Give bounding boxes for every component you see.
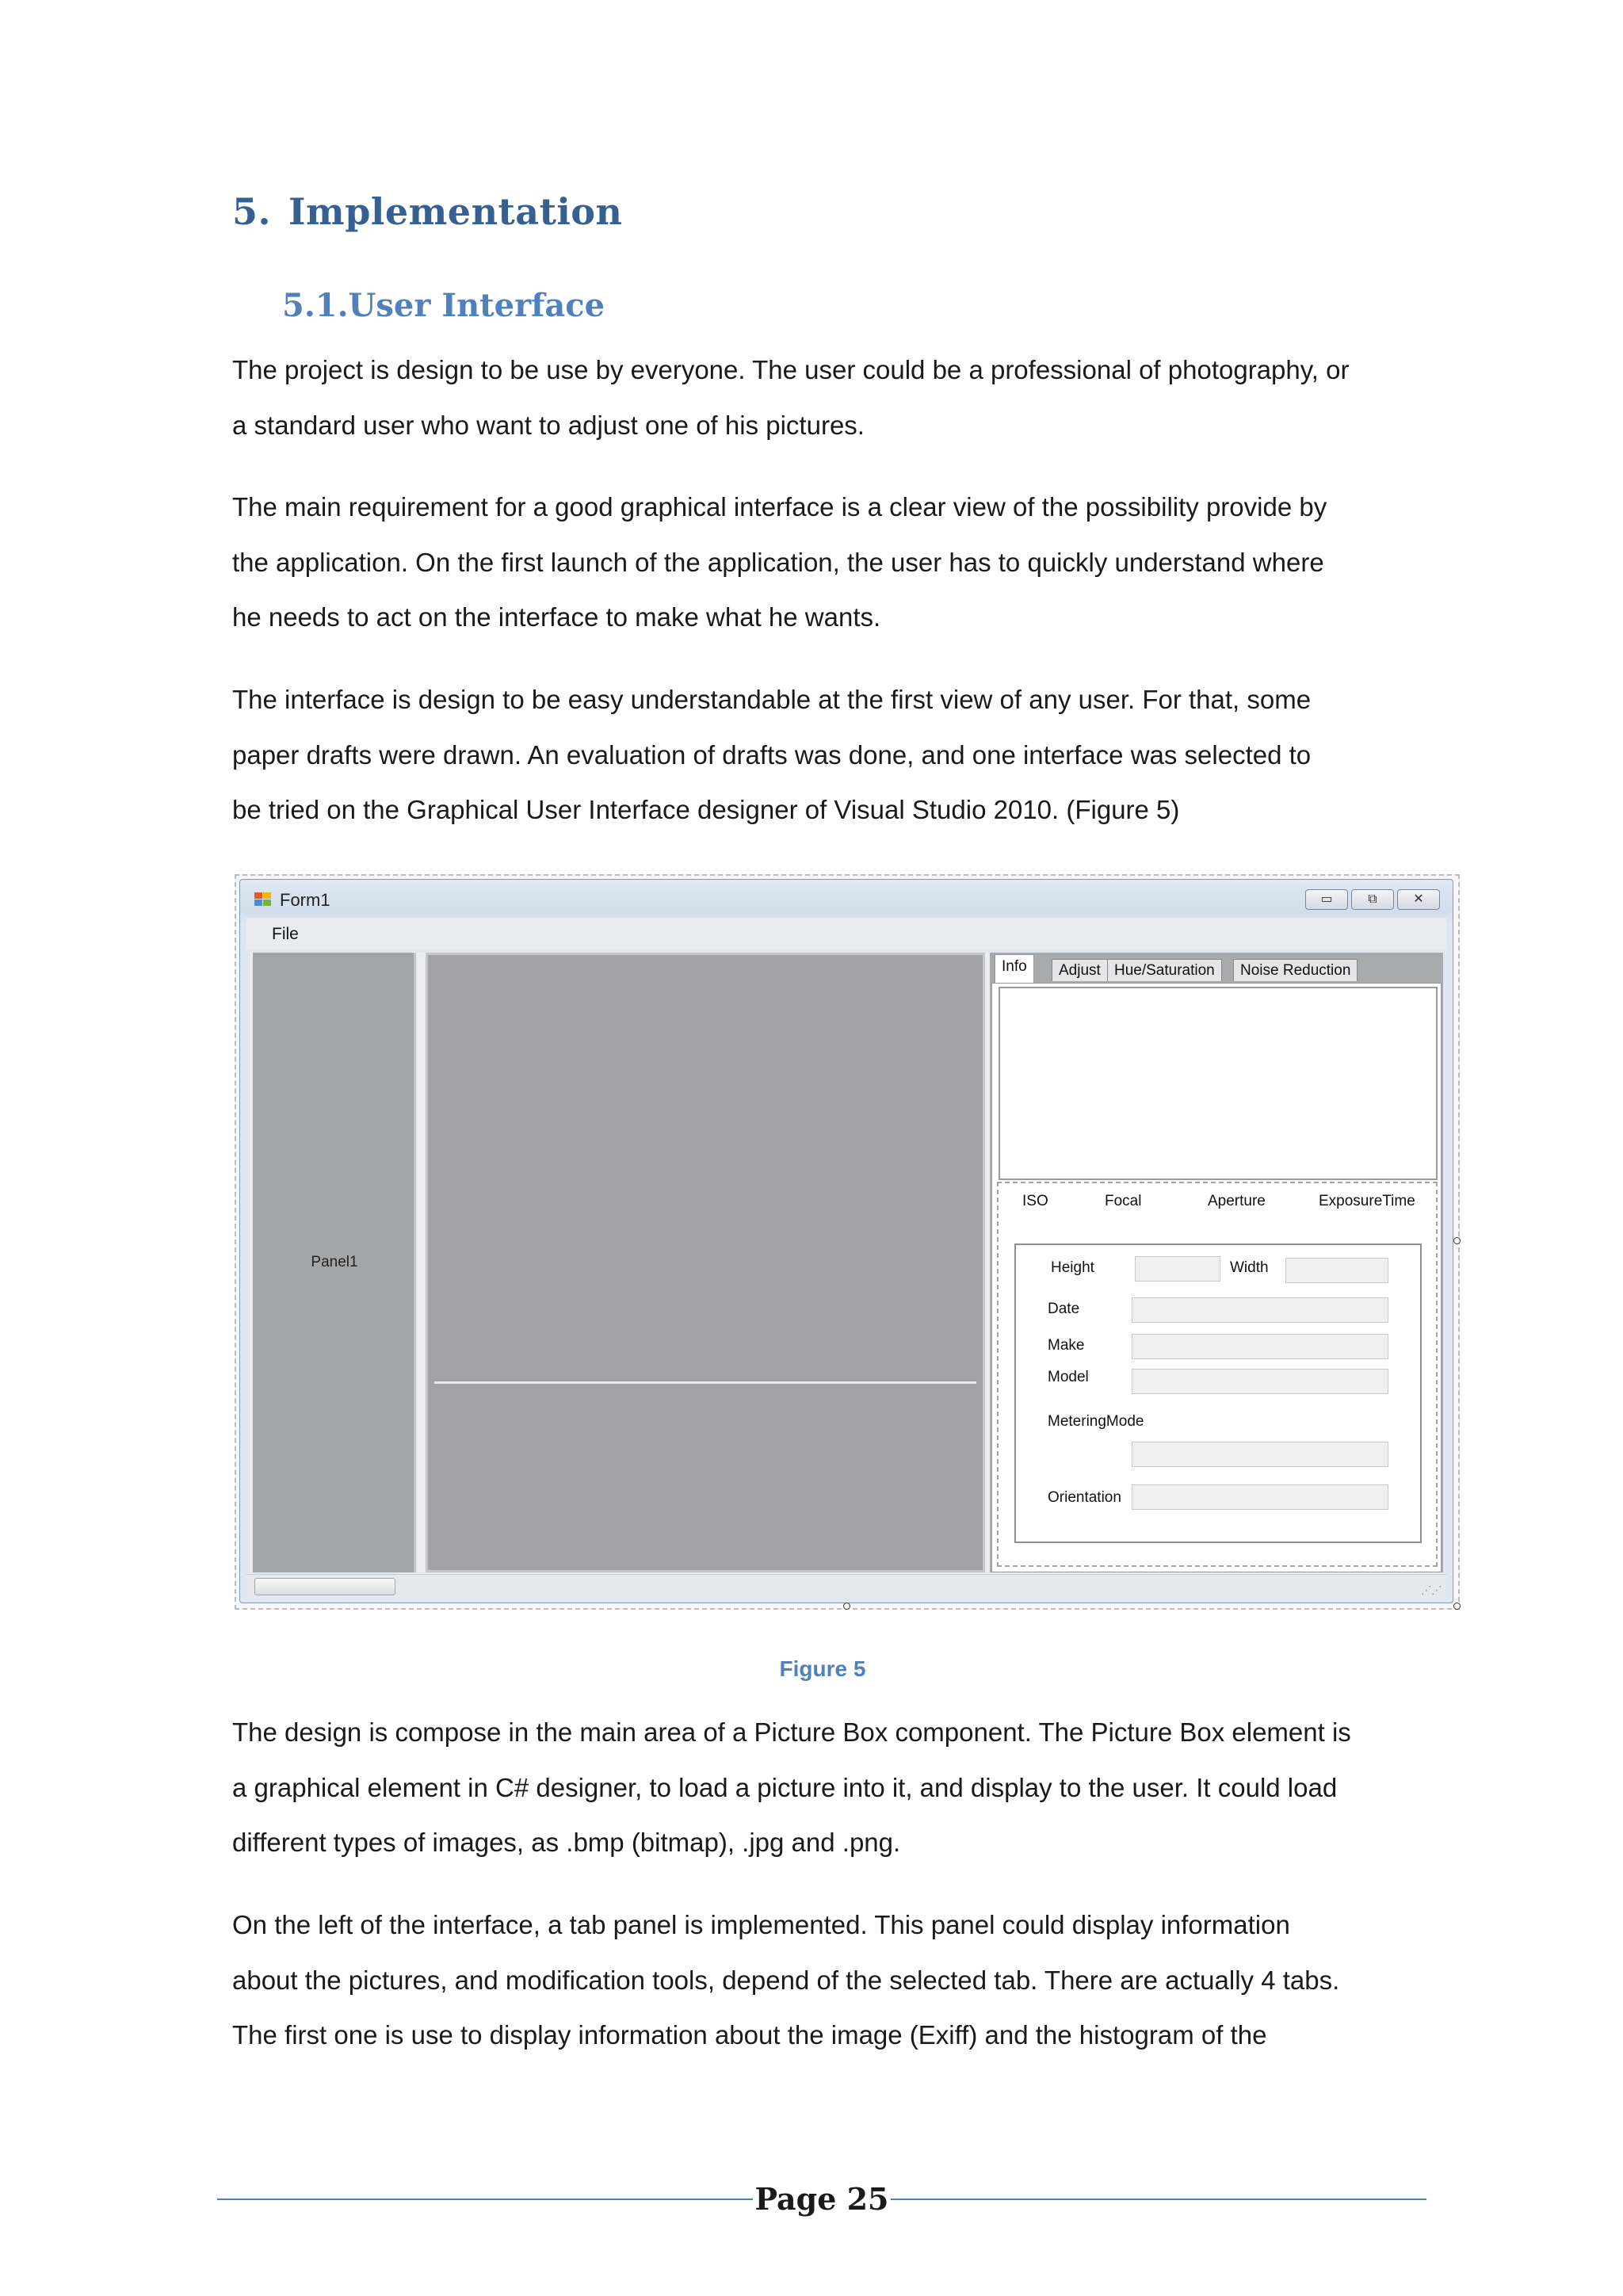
date-field[interactable] [1132, 1297, 1388, 1323]
orientation-label: Orientation [1048, 1489, 1121, 1506]
histogram-panel [999, 987, 1438, 1180]
tab-page-info [991, 983, 1442, 1572]
paragraph-line: different types of images, as .bmp (bitmap), .jpg and .png. [232, 1828, 901, 1857]
resize-handle-corner[interactable] [1453, 1603, 1461, 1610]
page-number: Page 25 [754, 2181, 889, 2217]
make-label: Make [1048, 1337, 1085, 1354]
resize-handle-right[interactable] [1453, 1237, 1461, 1244]
maximize-button[interactable]: ⧉ [1351, 889, 1394, 910]
paragraph-line: be tried on the Graphical User Interface designer of Visual Studio 2010. (Figure 5) [232, 795, 1180, 824]
paragraph-line: a standard user who want to adjust one of his pictures. [232, 410, 865, 440]
caption-buttons [1305, 889, 1440, 910]
height-field[interactable] [1135, 1256, 1220, 1282]
section-number: 5. [232, 190, 272, 233]
width-field[interactable] [1285, 1258, 1388, 1283]
width-label: Width [1230, 1259, 1269, 1276]
paragraph-line: The project is design to be use by everyone. The user could be a professional of photography, or [232, 355, 1350, 384]
figure-screenshot [235, 874, 1460, 1610]
left-panel [253, 953, 416, 1572]
menu-item-file[interactable]: File [272, 925, 299, 943]
subsection-heading: 5.1.User Interface [282, 287, 605, 324]
paragraph [232, 672, 1437, 838]
paragraph [232, 1705, 1437, 1870]
paragraph [232, 342, 1437, 453]
paragraph-line: The interface is design to be easy understandable at the first view of any user. For that, some [232, 685, 1312, 714]
minimize-button[interactable]: ▭ [1305, 889, 1348, 910]
tab-info[interactable]: Info [995, 954, 1034, 984]
menu-bar [246, 918, 1446, 949]
paragraph-line: a graphical element in C# designer, to load a picture into it, and display to the user. It could load [232, 1772, 1338, 1802]
tab-hue-saturation[interactable]: Hue/Saturation [1107, 959, 1222, 981]
metering-mode-label: MeteringMode [1048, 1413, 1144, 1430]
tab-noise-reduction[interactable]: Noise Reduction [1233, 959, 1358, 981]
metering-mode-field[interactable] [1132, 1442, 1388, 1467]
form-client-area [250, 953, 1443, 1572]
model-label: Model [1048, 1369, 1089, 1385]
title-bar [240, 880, 1453, 918]
paragraph-line: he needs to act on the interface to make what he wants. [232, 602, 881, 632]
paragraph-line: On the left of the interface, a tab panel is implemented. This panel could display information [232, 1910, 1290, 1939]
resize-handle-bottom[interactable] [843, 1603, 850, 1610]
footer-rule-left [217, 2199, 753, 2200]
paragraph-line: The design is compose in the main area of a Picture Box component. The Picture Box element is [232, 1717, 1351, 1747]
tab-adjust[interactable]: Adjust [1052, 959, 1108, 981]
size-grip-icon[interactable]: ⋰⋰ [1421, 1584, 1442, 1596]
exif-header-aperture: Aperture [1208, 1193, 1266, 1209]
height-label: Height [1051, 1259, 1094, 1276]
model-field[interactable] [1132, 1369, 1388, 1394]
paragraph-line: The first one is use to display information about the image (Exiff) and the histogram of the [232, 2020, 1267, 2050]
paragraph [232, 479, 1437, 645]
window-title: Form1 [280, 890, 330, 910]
exif-header-iso: ISO [1022, 1193, 1048, 1209]
close-button[interactable]: ✕ [1397, 889, 1440, 910]
date-label: Date [1048, 1301, 1080, 1317]
tab-control [990, 953, 1443, 1572]
picture-box-area [426, 953, 985, 1572]
exif-header-focal: Focal [1105, 1193, 1142, 1209]
paragraph-line: paper drafts were drawn. An evaluation of drafts was done, and one interface was selected to [232, 739, 1312, 770]
form-window [239, 879, 1453, 1603]
paragraph-line: the application. On the first launch of the application, the user has to quickly understand where [232, 547, 1324, 577]
picture-box [434, 958, 976, 1384]
status-strip [246, 1574, 1446, 1599]
paragraph-line: about the pictures, and modification tools, depend of the selected tab. There are actually 4 tabs. [232, 1965, 1340, 1995]
tab-strip [990, 953, 1443, 984]
exif-header-exposure-time: ExposureTime [1319, 1193, 1415, 1209]
exif-fields-group [1014, 1244, 1422, 1543]
paragraph-line: The main requirement for a good graphical interface is a clear view of the possibility provide by [232, 492, 1327, 521]
orientation-field[interactable] [1132, 1484, 1388, 1510]
figure-caption: Figure 5 [779, 1656, 866, 1681]
panel-label: Panel1 [311, 1254, 358, 1270]
windows-form-icon [254, 892, 272, 907]
footer-rule-right [891, 2199, 1426, 2200]
section-title: Implementation [288, 190, 623, 233]
section-heading [232, 190, 622, 233]
progress-bar [254, 1578, 395, 1595]
make-field[interactable] [1132, 1334, 1388, 1359]
paragraph [232, 1897, 1437, 2063]
exif-panel [997, 1182, 1438, 1567]
